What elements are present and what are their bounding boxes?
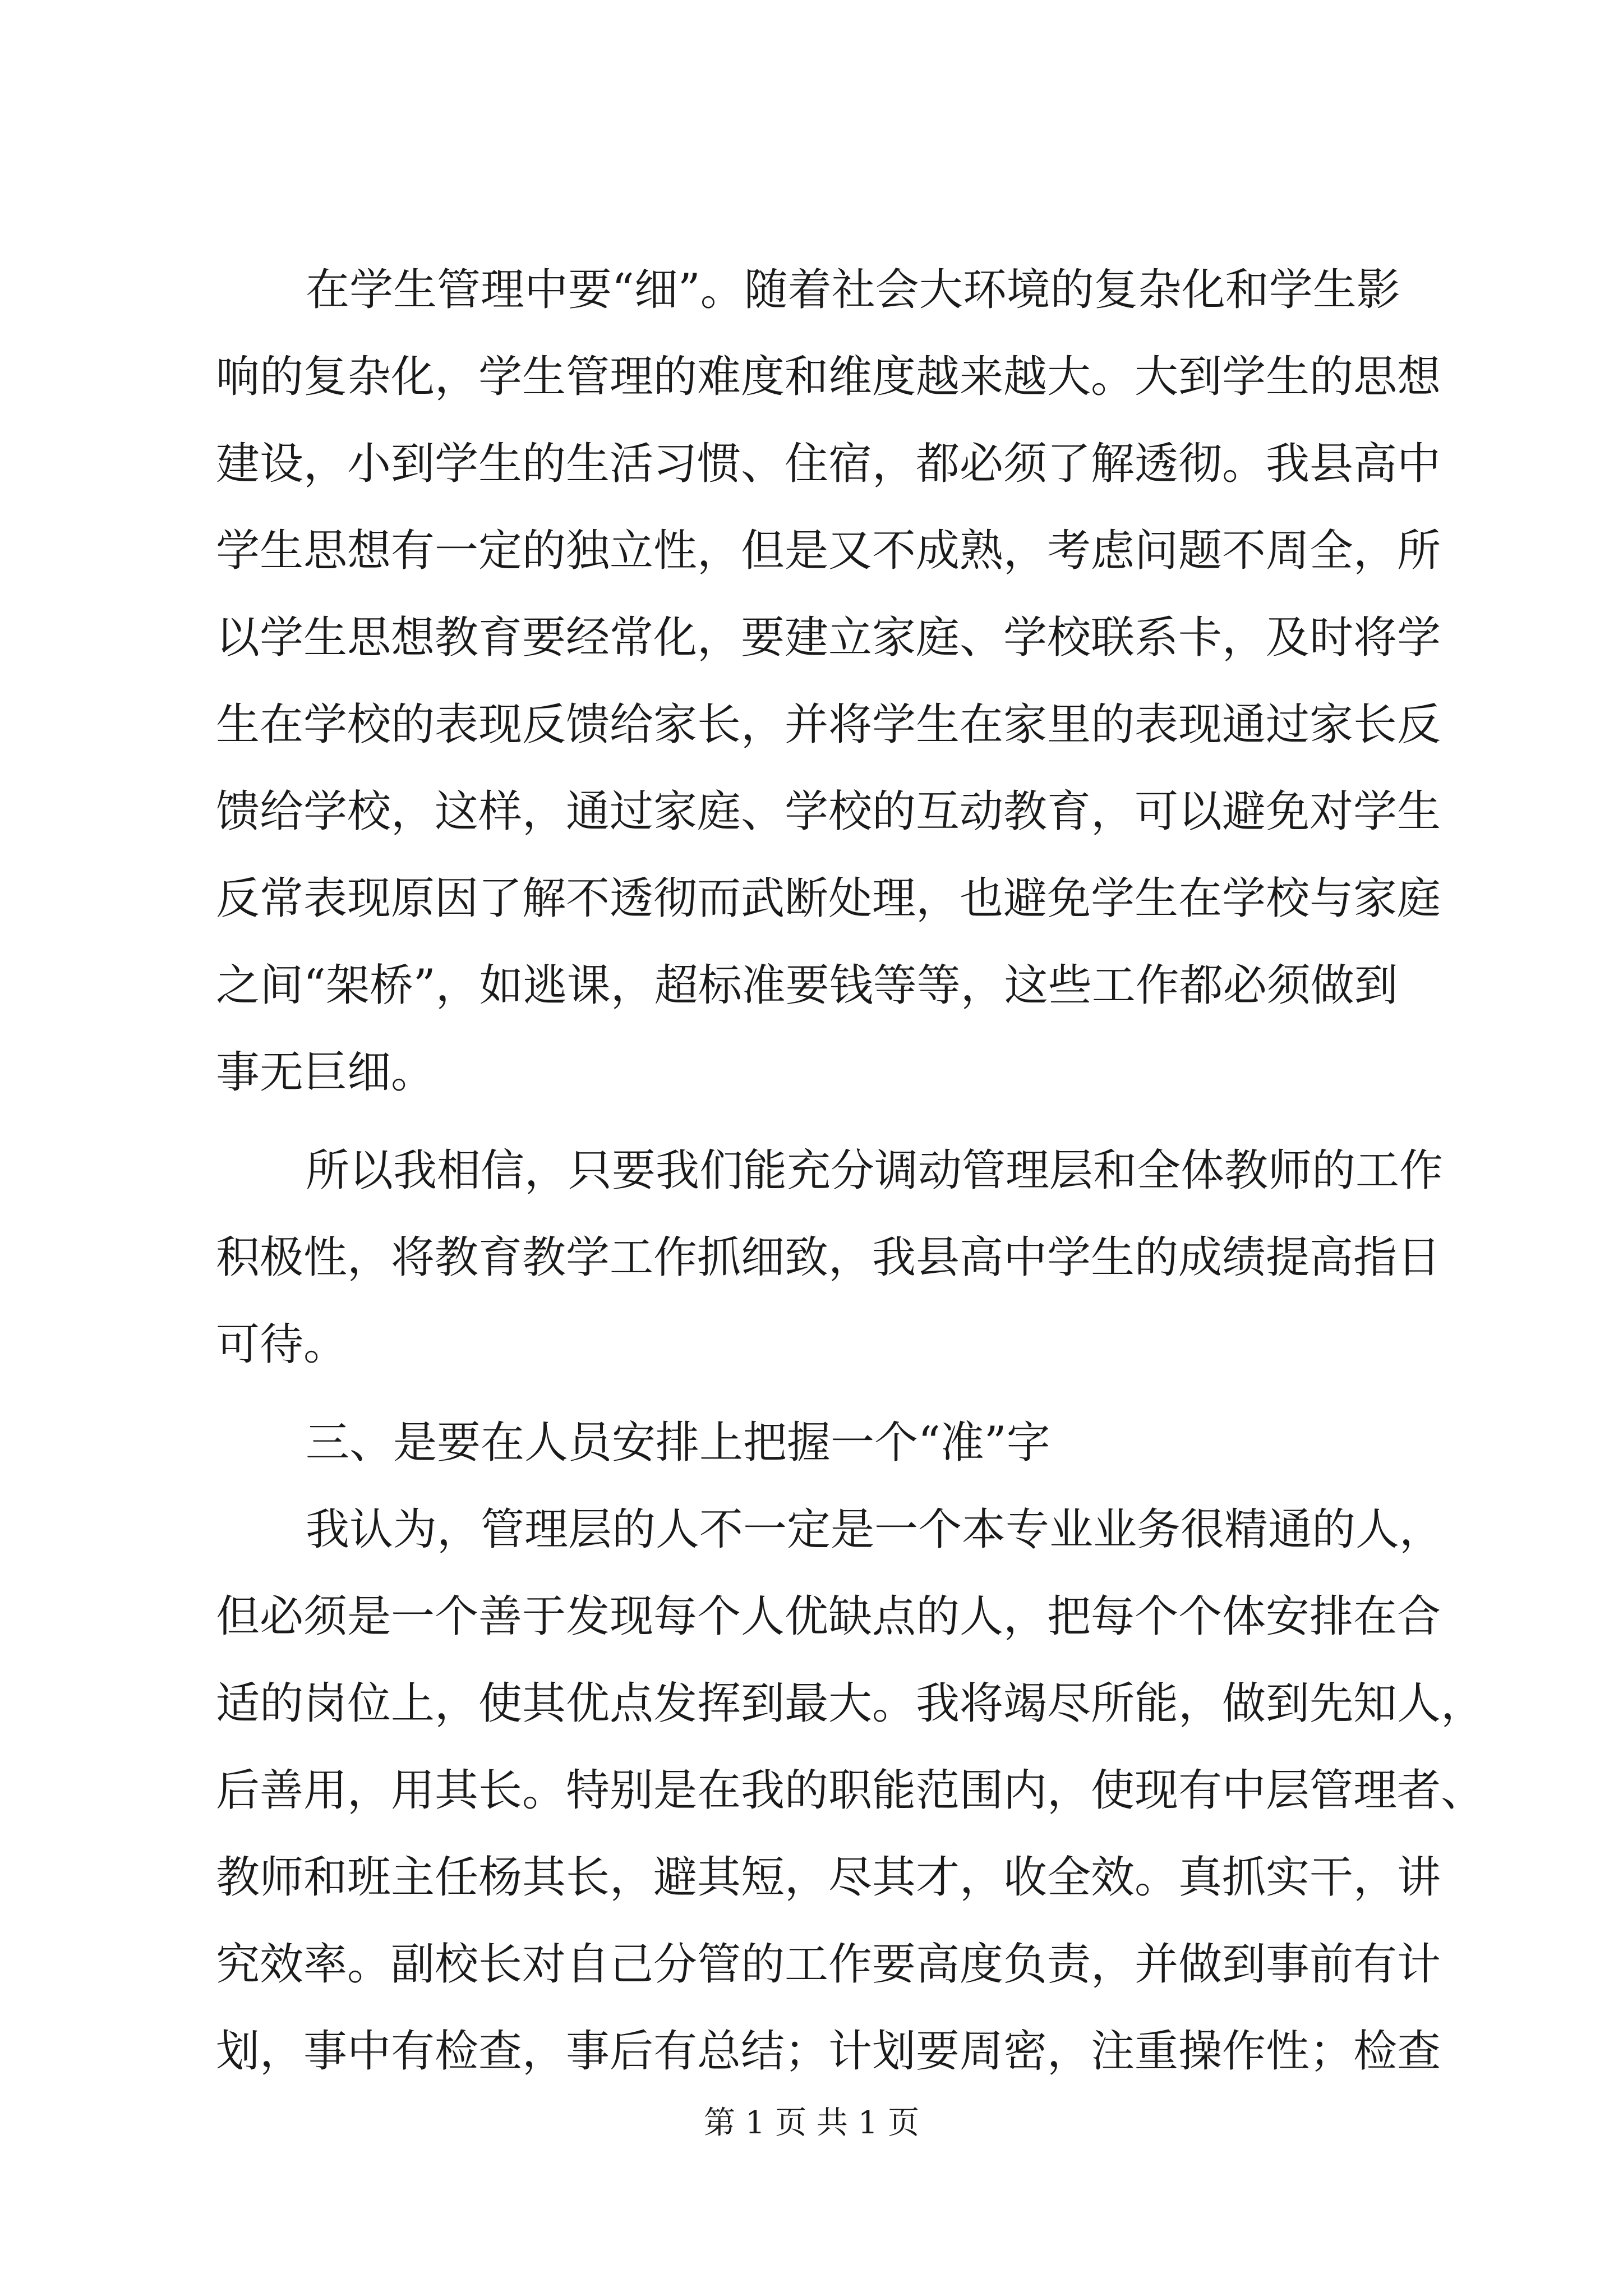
text-line: 响的复杂化，学生管理的难度和维度越来越大。大到学生的思想 (216, 352, 1441, 402)
text-line: 反常表现原因了解不透彻而武断处理，也避免学生在学校与家庭 (216, 873, 1441, 924)
text-line: 生在学校的表现反馈给家长，并将学生在家里的表现通过家长反 (216, 700, 1441, 750)
text-line: 所以我相信，只要我们能充分调动管理层和全体教师的工作 (306, 1145, 1444, 1196)
text-line: 可待。 (216, 1319, 348, 1370)
text-line: 后善用，用其长。特别是在我的职能范围内，使现有中层管理者、 (216, 1765, 1485, 1816)
paragraph-conclusion (216, 1128, 1444, 1388)
page-footer (0, 2101, 1623, 2146)
text-line: 积极性，将教育教学工作抓细致，我县高中学生的成绩提高指日 (216, 1232, 1441, 1283)
paragraph-student-management (216, 247, 1441, 1116)
heading-line: 三、是要在人员安排上把握一个“准”字 (306, 1418, 1050, 1468)
text-line: 事无巨细。 (216, 1047, 435, 1098)
text-line: 但必须是一个善于发现每个人优缺点的人，把每个个体安排在合 (216, 1591, 1441, 1642)
text-line: 在学生管理中要“细”。随着社会大环境的复杂化和学生影 (306, 265, 1400, 315)
paragraph-personnel (216, 1487, 1485, 2095)
section-heading (216, 1400, 1410, 1487)
text-line: 建设，小到学生的生活习惯、住宿，都必须了解透彻。我县高中 (216, 439, 1441, 489)
text-line: 适的岗位上，使其优点发挥到最大。我将竭尽所能，做到先知人， (216, 1678, 1485, 1729)
text-line: 我认为，管理层的人不一定是一个本专业业务很精通的人， (306, 1504, 1444, 1555)
text-line: 馈给学校，这样，通过家庭、学校的互动教育，可以避免对学生 (216, 786, 1441, 837)
document-body (216, 247, 1485, 2095)
text-line: 教师和班主任杨其长，避其短，尽其才，收全效。真抓实干，讲 (216, 1852, 1441, 1903)
text-line: 以学生思想教育要经常化，要建立家庭、学校联系卡，及时将学 (216, 613, 1441, 663)
text-line: 划，事中有检查，事后有总结；计划要周密，注重操作性；检查 (216, 2026, 1441, 2077)
text-line: 学生思想有一定的独立性，但是又不成熟，考虑问题不周全，所 (216, 526, 1441, 576)
text-line: 究效率。副校长对自己分管的工作要高度负责，并做到事前有计 (216, 1939, 1441, 1990)
page-number: 第 1 页 共 1 页 (703, 2105, 920, 2141)
text-line: 之间“架桥”，如逃课，超标准要钱等等，这些工作都必须做到 (216, 960, 1398, 1011)
